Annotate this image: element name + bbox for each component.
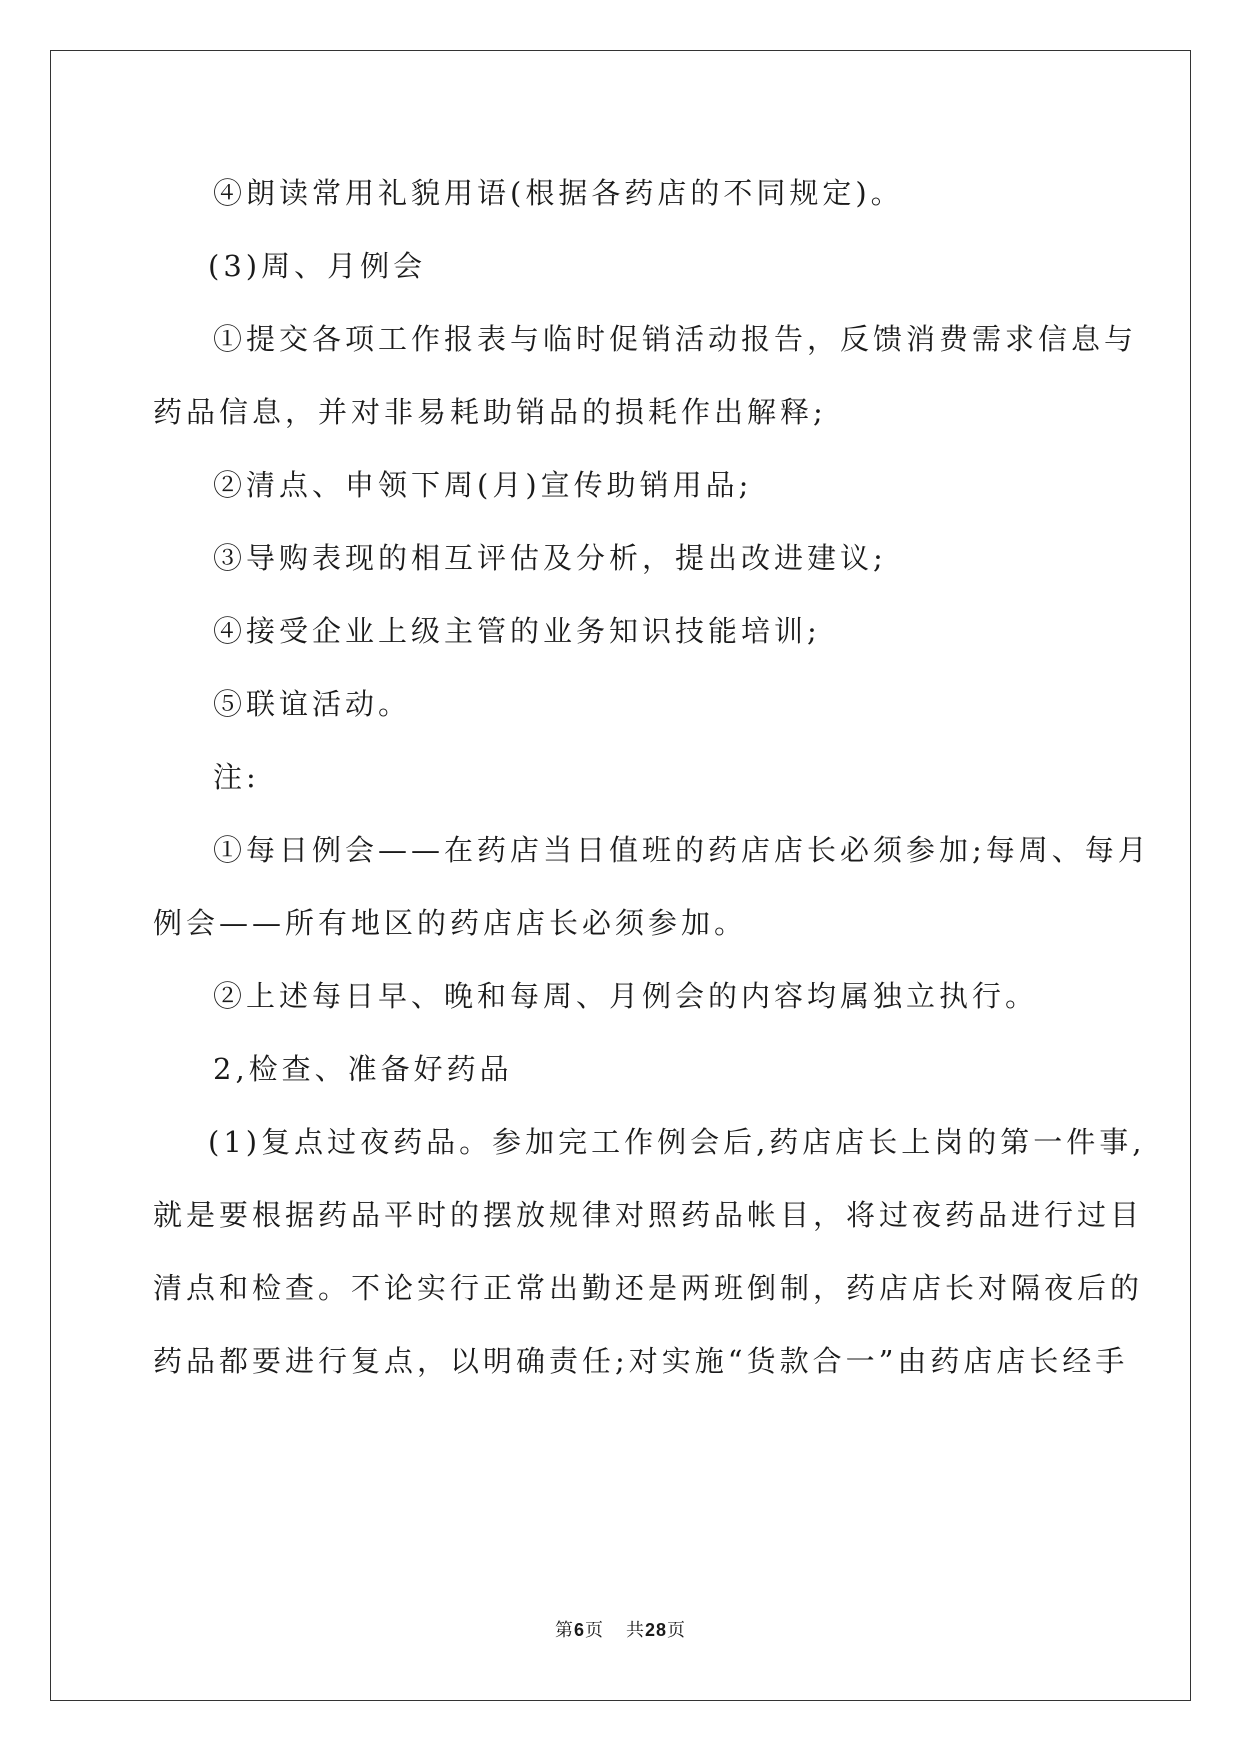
paragraph-line: 药品信息，并对非易耗助销品的损耗作出解释; xyxy=(153,395,827,429)
paragraph-line: ③导购表现的相互评估及分析，提出改进建议; xyxy=(213,541,887,575)
paragraph-line: 例会——所有地区的药店店长必须参加。 xyxy=(153,906,748,940)
paragraph-line: 药品都要进行复点，以明确责任;对实施“货款合一”由药店店长经手 xyxy=(153,1344,1129,1378)
paragraph-line: ①提交各项工作报表与临时促销活动报告，反馈消费需求信息与 xyxy=(213,322,1138,356)
paragraph-line: ②上述每日早、晚和每周、月例会的内容均属独立执行。 xyxy=(213,979,1039,1013)
footer-total-pages: 28 xyxy=(644,1620,668,1640)
paragraph-line: ①每日例会——在药店当日值班的药店店长必须参加;每周、每月 xyxy=(213,833,1151,867)
paragraph-line: ④朗读常用礼貌用语(根据各药店的不同规定)。 xyxy=(213,176,904,210)
paragraph-line: ④接受企业上级主管的业务知识技能培训; xyxy=(213,614,821,648)
section-heading: 2,检查、准备好药品 xyxy=(213,1052,513,1086)
paragraph-line: 就是要根据药品平时的摆放规律对照药品帐目，将过夜药品进行过目 xyxy=(153,1198,1144,1232)
paragraph-line: ⑤联谊活动。 xyxy=(213,687,412,721)
paragraph-line: 清点和检查。不论实行正常出勤还是两班倒制，药店店长对隔夜后的 xyxy=(153,1271,1144,1305)
footer-total-suffix: 页 xyxy=(667,1620,687,1641)
section-heading: (3)周、月例会 xyxy=(208,249,427,283)
footer-page-suffix: 页 xyxy=(584,1620,604,1641)
paragraph-line: (1)复点过夜药品。参加完工作例会后,药店店长上岗的第一件事, xyxy=(208,1125,1146,1159)
note-label: 注: xyxy=(213,760,260,794)
footer-total-prefix: 共 xyxy=(625,1620,645,1641)
page-footer xyxy=(0,1616,1241,1642)
footer-page-prefix: 第 xyxy=(554,1620,574,1641)
page-border xyxy=(50,50,1191,1701)
paragraph-line: ②清点、申领下周(月)宣传助销用品; xyxy=(213,468,753,502)
footer-page-number: 6 xyxy=(573,1620,585,1640)
